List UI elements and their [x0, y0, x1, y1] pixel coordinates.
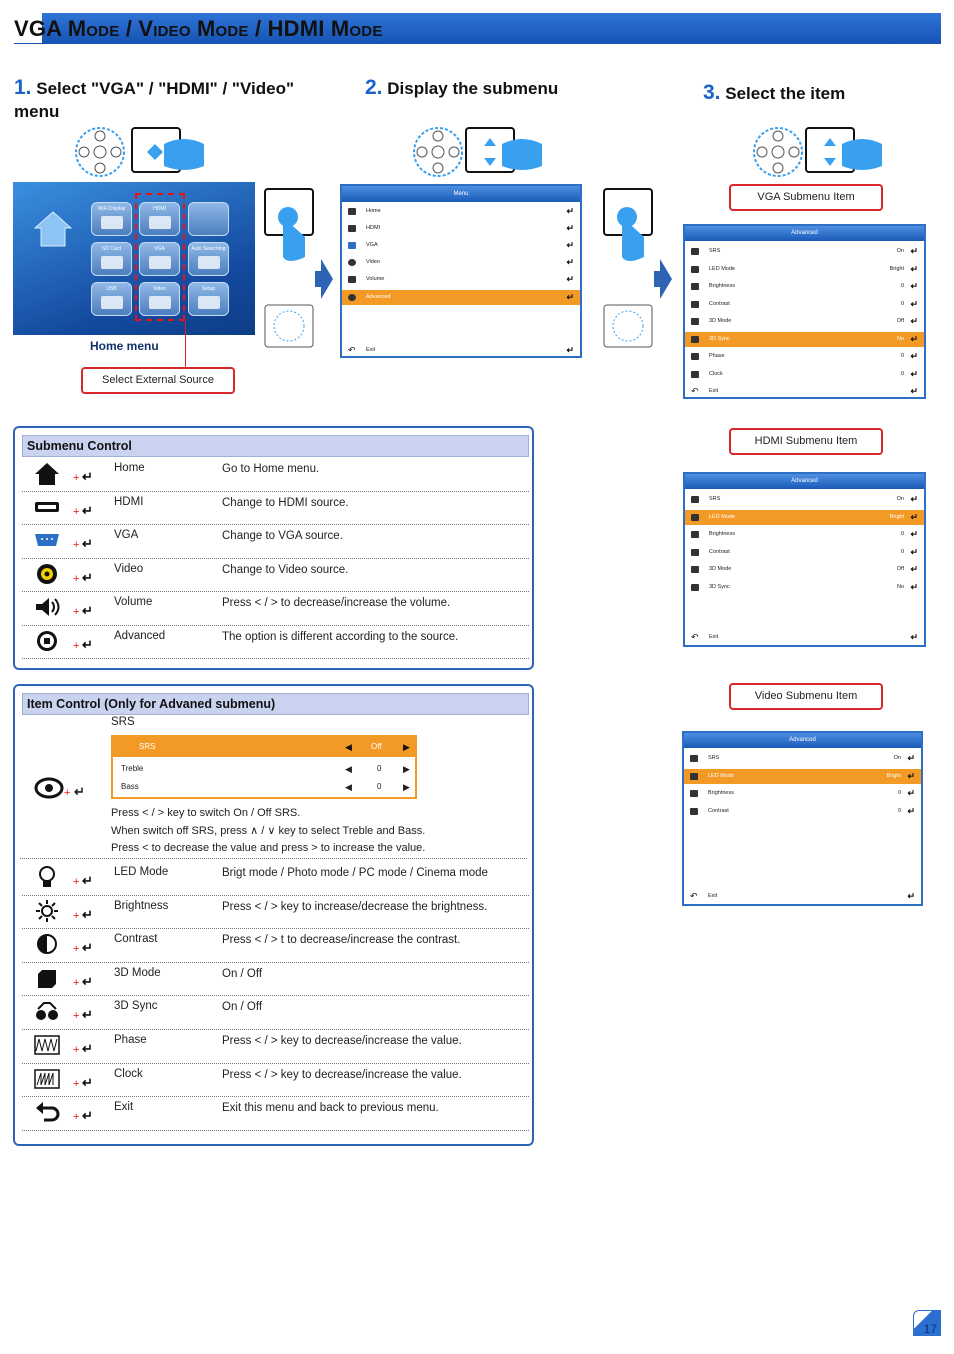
tile-label: Setup [201, 286, 216, 292]
enter-icon: ↵ [566, 257, 574, 267]
tile-label: HDMI [153, 206, 166, 212]
plus-sign: + [73, 909, 80, 922]
srs-row-label: SRS [139, 742, 156, 751]
step-3-number: 3. [703, 81, 721, 104]
wifi-display-icon [101, 216, 123, 229]
brightness-icon [691, 531, 699, 538]
submenu-row-brightness[interactable] [685, 279, 924, 294]
control-row-3d-sync [22, 996, 529, 1030]
plus-sign: + [73, 505, 80, 518]
control-name: Phase [114, 1034, 147, 1046]
submenu-control-panel [13, 426, 534, 670]
enter-icon: ↵ [910, 386, 918, 396]
control-row-advanced [22, 626, 529, 660]
right-arrow-icon: ▶ [403, 742, 410, 752]
submenu-row-led-mode[interactable] [685, 510, 924, 525]
enter-icon: ↵ [907, 891, 915, 901]
menu-item-label: Advanced [366, 294, 391, 300]
video-icon [348, 259, 356, 266]
submenu-title: Advanced [684, 733, 921, 748]
submenu-row-label: LED Mode [708, 772, 734, 779]
plus-sign: + [73, 876, 80, 888]
hdmi-icon [348, 225, 356, 232]
enter-icon: ↵ [82, 1108, 93, 1124]
submenu-row-value: No [896, 335, 904, 342]
treble-example-row [113, 759, 415, 779]
enter-icon: ↵ [566, 240, 574, 250]
control-description: Press < / > to decrease/increase the volume. [222, 597, 451, 609]
selection-highlight [135, 193, 185, 321]
control-description: Press < / > key to increase/decrease the brightness. [222, 900, 488, 913]
enter-icon: ↵ [82, 1041, 93, 1056]
control-name: Exit [114, 1101, 134, 1114]
enter-icon: ↵ [907, 805, 915, 816]
exit-icon: ↶ [691, 386, 699, 396]
treble-label: Treble [121, 764, 144, 773]
enter-icon: ↵ [910, 511, 918, 522]
control-name: Video [114, 562, 144, 575]
brightness-icon [690, 790, 698, 797]
enter-icon: ↵ [907, 788, 915, 798]
submenu-row-contrast[interactable] [685, 545, 924, 560]
tile-label: VGA [154, 246, 165, 252]
submenu-row-3d-mode[interactable] [685, 562, 924, 577]
plus-sign: + [73, 539, 80, 551]
enter-icon: ↵ [82, 973, 93, 989]
wrench-icon [198, 296, 220, 309]
step-2 [365, 76, 558, 100]
right-arrow-icon: ▶ [403, 764, 410, 774]
3d-sync-icon [691, 584, 699, 591]
step-3 [703, 81, 845, 105]
srs-divider [20, 858, 527, 859]
control-name: 3D Mode [114, 966, 161, 979]
enter-icon: ↵ [82, 603, 93, 618]
led-bulb-icon [34, 865, 60, 889]
phase-icon [691, 353, 699, 360]
srs-instruction-line: Press < / > key to switch On / Off SRS. [111, 807, 301, 819]
step-1-number: 1. [14, 76, 32, 99]
tile-label: SD Card [101, 246, 122, 252]
menu-item-video[interactable] [342, 255, 580, 270]
brightness-icon [34, 899, 60, 923]
exit-icon [34, 1100, 60, 1124]
enter-icon: ↵ [910, 316, 918, 326]
contrast-icon [34, 932, 60, 956]
tile-wifi-display[interactable] [91, 202, 132, 236]
control-description: Go to Home menu. [222, 463, 320, 475]
plus-sign: + [73, 1010, 80, 1023]
tile-setup[interactable] [188, 282, 229, 316]
submenu-row-label: Clock [709, 370, 723, 377]
control-description: Exit this menu and back to previous menu. [222, 1102, 439, 1115]
step-2-label: Display the submenu [387, 79, 559, 98]
enter-icon: ↵ [910, 333, 918, 344]
enter-icon: ↵ [910, 529, 918, 539]
enter-icon: ↵ [910, 632, 918, 642]
cube-icon [34, 966, 60, 990]
control-row-led-mode [22, 862, 529, 896]
submenu-row-label: 3D Mode [709, 318, 732, 324]
submenu-row-brightness[interactable] [685, 527, 924, 542]
enter-icon: ↵ [82, 636, 93, 652]
submenu-row-value: On [893, 755, 901, 761]
submenu-row-label: Phase [709, 353, 725, 359]
usb-icon [101, 296, 123, 309]
volume-icon [348, 276, 356, 283]
submenu-title: Advanced [685, 226, 924, 241]
control-name: LED Mode [114, 866, 169, 878]
3d-mode-icon [691, 566, 699, 573]
phase-icon [34, 1033, 60, 1057]
remote-dpad-touch-icon [72, 124, 217, 180]
menu-item-home[interactable] [342, 204, 580, 219]
item-control-title: Item Control (Only for Advaned submenu) [22, 693, 529, 715]
enter-icon: ↵ [910, 494, 918, 504]
step-3-label: Select the item [725, 84, 846, 103]
plus-sign: + [73, 639, 80, 652]
remote-dpad-select-icon [750, 124, 895, 180]
contrast-icon [690, 808, 698, 815]
submenu-row-label: Brightness [709, 531, 735, 537]
control-name: Brightness [114, 899, 169, 912]
submenu-row-label: SRS [709, 248, 721, 254]
enter-icon: ↵ [566, 292, 574, 302]
enter-icon: ↵ [910, 581, 918, 592]
srs-icon [691, 496, 699, 503]
control-name: Advanced [114, 629, 166, 642]
submenu-row-value: Off [896, 318, 904, 324]
hdmi-icon [34, 495, 60, 519]
control-description: Change to VGA source. [222, 530, 343, 542]
control-description: On / Off [222, 967, 263, 980]
submenu-row-contrast[interactable] [684, 804, 921, 819]
control-description: Press < / > key to decrease/increase the value. [222, 1035, 462, 1047]
plus-sign: + [64, 787, 71, 799]
submenu-row-label: Exit [709, 388, 719, 394]
menu-item-label: Home [366, 208, 381, 214]
submenu-row-label: 3D Sync [709, 583, 730, 590]
enter-icon: ↵ [82, 469, 93, 484]
left-arrow-icon: ◀ [345, 782, 352, 792]
submenu-row-value: No [896, 583, 904, 590]
page-number: 17 [913, 1310, 941, 1336]
treble-value: 0 [377, 764, 382, 773]
step-1 [14, 76, 314, 123]
plus-sign: + [73, 1044, 80, 1056]
submenu-row-label: Contrast [708, 807, 729, 814]
control-row-brightness [22, 896, 529, 930]
plus-sign: + [73, 572, 80, 585]
vga-submenu-callout: VGA Submenu Item [729, 184, 883, 211]
srs-row-value: Off [371, 742, 382, 751]
step-1-label: Select "VGA" / "HDMI" / "Video" menu [14, 79, 295, 121]
plus-sign: + [73, 1111, 80, 1124]
control-description: On / Off [222, 1001, 263, 1014]
enter-icon: ↵ [910, 368, 918, 379]
enter-icon: ↵ [910, 281, 918, 291]
submenu-row-value: 0 [897, 790, 901, 796]
menu-title: Menu [342, 186, 580, 202]
enter-icon: ↵ [566, 345, 574, 355]
tile-usb[interactable] [91, 282, 132, 316]
enter-icon: ↵ [566, 274, 574, 284]
enter-icon: ↵ [910, 546, 918, 557]
submenu-row-srs[interactable] [685, 492, 924, 507]
vga-icon [348, 242, 356, 249]
sd-card-icon [101, 256, 123, 269]
enter-icon: ↵ [82, 536, 93, 551]
home-icon [33, 208, 73, 248]
enter-icon: ↵ [566, 223, 574, 233]
control-description: The option is different according to the source. [222, 630, 459, 643]
submenu-row-label: Brightness [708, 790, 734, 796]
exit-icon: ↶ [348, 345, 356, 355]
exit-icon: ↶ [691, 632, 699, 642]
srs-icon [690, 755, 698, 762]
contrast-icon [691, 301, 699, 308]
home-menu-screen [13, 182, 255, 335]
glasses-icon [34, 999, 60, 1023]
exit-icon: ↶ [690, 891, 698, 901]
tile-label: Auto Searching [191, 246, 226, 252]
callout-line [185, 321, 186, 368]
plus-sign: + [73, 472, 80, 484]
search-icon [198, 256, 220, 269]
submenu-exit-label: Exit [708, 893, 718, 899]
submenu-row-value: 0 [900, 353, 904, 359]
tile-sd-card[interactable] [91, 242, 132, 276]
submenu-row-led-mode[interactable] [684, 769, 921, 784]
enter-icon: ↵ [910, 351, 918, 361]
menu-item-label: HDMI [366, 225, 381, 231]
led-mode-icon [691, 266, 699, 273]
plus-sign: + [73, 1077, 80, 1090]
submenu-row-srs[interactable] [685, 244, 924, 259]
submenu-row-3d-mode[interactable] [685, 314, 924, 329]
menu-item-exit[interactable] [342, 343, 580, 358]
3d-sync-icon [691, 336, 699, 343]
submenu-row-exit[interactable] [685, 384, 924, 399]
submenu-row-label: LED Mode [709, 513, 735, 520]
enter-icon: ↵ [82, 940, 93, 956]
plus-sign: + [73, 606, 80, 618]
menu-item-advanced[interactable] [342, 290, 580, 305]
enter-icon: ↵ [566, 206, 574, 216]
home-menu-label: Home menu [90, 339, 159, 353]
control-name: Home [114, 462, 145, 474]
led-mode-icon [690, 773, 698, 780]
control-row-volume [22, 592, 529, 626]
submenu-row-contrast[interactable] [685, 297, 924, 312]
submenu-row-value: Off [896, 566, 904, 572]
submenu-row-value: On [896, 496, 904, 502]
control-row-home [22, 458, 529, 492]
submenu-exit-label: Exit [709, 634, 719, 640]
control-row-3d-mode [22, 963, 529, 997]
submenu-row-label: 3D Sync [709, 335, 730, 342]
enter-icon: ↵ [82, 1074, 93, 1090]
control-description: Brigt mode / Photo mode / PC mode / Cinema mode [222, 867, 488, 879]
bass-label: Bass [121, 782, 139, 791]
srs-example-row [113, 737, 415, 757]
touch-enter-icon-2 [602, 187, 672, 350]
enter-icon: ↵ [910, 564, 918, 574]
brightness-icon [691, 283, 699, 290]
submenu-row-srs[interactable] [684, 751, 921, 766]
enter-icon: ↵ [910, 246, 918, 256]
submenu-row-label: Brightness [709, 283, 735, 289]
control-name: Clock [114, 1067, 143, 1080]
plus-sign: + [73, 976, 80, 989]
advanced-icon [348, 294, 356, 301]
volume-icon [34, 595, 60, 619]
control-description: Press < / > key to decrease/increase the value. [222, 1068, 462, 1081]
control-row-clock [22, 1064, 529, 1098]
menu-item-vga[interactable] [342, 238, 580, 253]
touch-enter-icon [263, 187, 333, 350]
control-name: Contrast [114, 933, 158, 946]
menu-item-hdmi[interactable] [342, 221, 580, 236]
submenu-row-value: 0 [897, 807, 901, 814]
control-name: HDMI [114, 495, 144, 508]
srs-instructions [111, 805, 425, 858]
submenu-row-3d-sync[interactable] [685, 580, 924, 595]
bass-value: 0 [377, 782, 382, 791]
header-underline [14, 43, 44, 44]
menu-item-label: Exit [366, 347, 376, 353]
submenu-row-value: 0 [900, 531, 904, 537]
3d-mode-icon [691, 318, 699, 325]
home-icon [348, 208, 356, 215]
srs-icon [34, 775, 64, 801]
submenu-row-label: LED Mode [709, 265, 735, 272]
submenu-row-value: 0 [900, 283, 904, 289]
submenu-control-title: Submenu Control [22, 435, 529, 457]
control-description: Press < / > t to decrease/increase the contrast. [222, 934, 461, 947]
page-title: VGA Mode / Video Mode / HDMI Mode [14, 16, 383, 41]
control-description: Change to HDMI source. [222, 496, 349, 509]
submenu-row-label: SRS [709, 496, 721, 502]
tile-label: USB [106, 286, 117, 292]
clock-wave-icon [34, 1067, 60, 1091]
menu-screen [340, 184, 582, 358]
contrast-icon [691, 549, 699, 556]
tile-empty [188, 202, 229, 236]
step-2-number: 2. [365, 76, 383, 99]
srs-example-box [111, 735, 417, 799]
submenu-row-value: Bright [886, 772, 901, 779]
enter-icon: ↵ [82, 906, 93, 922]
submenu-row-label: Contrast [709, 300, 730, 307]
submenu-row-clock[interactable] [685, 367, 924, 382]
srs-icon [691, 248, 699, 255]
control-row-phase [22, 1030, 529, 1064]
vga-submenu-screen [683, 224, 926, 399]
menu-item-label: VGA [366, 242, 378, 248]
control-row-vga [22, 525, 529, 559]
advanced-icon [34, 629, 60, 653]
menu-item-label: Video [366, 259, 380, 265]
submenu-row-phase[interactable] [685, 349, 924, 364]
hdmi-submenu-callout: HDMI Submenu Item [729, 428, 883, 455]
enter-icon: ↵ [82, 873, 93, 888]
tile-label: Video [153, 286, 166, 292]
home-icon [34, 461, 60, 485]
submenu-row-3d-sync[interactable] [685, 332, 924, 347]
tile-label: WiFi Display [97, 206, 126, 212]
enter-icon: ↵ [82, 502, 93, 518]
control-name: 3D Sync [114, 1000, 158, 1013]
bass-example-row [113, 777, 415, 797]
submenu-row-value: Bright [889, 265, 904, 272]
video-submenu-screen [682, 731, 923, 906]
submenu-row-label: Contrast [709, 548, 730, 555]
srs-name: SRS [111, 716, 135, 728]
led-mode-icon [691, 514, 699, 521]
submenu-exit[interactable] [685, 630, 924, 645]
tile-auto-searching[interactable] [188, 242, 229, 276]
control-row-exit [22, 1097, 529, 1131]
hdmi-submenu-screen [683, 472, 926, 647]
vga-icon [34, 528, 60, 552]
submenu-row-value: 0 [900, 300, 904, 307]
enter-icon: ↵ [82, 569, 93, 585]
control-description: Change to Video source. [222, 563, 349, 576]
control-row-hdmi [22, 492, 529, 526]
menu-item-label: Volume [366, 276, 385, 282]
srs-instruction-line: Press < to decrease the value and press > to increase the value. [111, 842, 426, 854]
submenu-row-label: SRS [708, 755, 720, 761]
remote-dpad-updown-icon [410, 124, 555, 180]
control-name: VGA [114, 529, 139, 541]
control-row-video [22, 559, 529, 593]
submenu-title: Advanced [685, 474, 924, 489]
control-name: Volume [114, 596, 153, 608]
submenu-row-value: 0 [900, 548, 904, 555]
clock-icon [691, 371, 699, 378]
left-arrow-icon: ◀ [345, 764, 352, 774]
srs-instruction-line: When switch off SRS, press ∧ / ∨ key to select Treble and Bass. [111, 824, 426, 837]
control-row-contrast [22, 929, 529, 963]
submenu-row-led-mode[interactable] [685, 262, 924, 277]
submenu-row-value: Bright [889, 513, 904, 520]
enter-icon: ↵ [82, 1007, 93, 1023]
enter-icon: ↵ [74, 784, 85, 799]
video-icon [34, 562, 60, 586]
submenu-row-value: On [896, 248, 904, 254]
menu-item-volume[interactable] [342, 272, 580, 287]
select-external-source-callout: Select External Source [81, 367, 235, 394]
plus-sign: + [73, 943, 80, 956]
submenu-row-brightness[interactable] [684, 786, 921, 801]
enter-icon: ↵ [907, 770, 915, 781]
submenu-row-label: 3D Mode [709, 566, 732, 572]
enter-icon: ↵ [910, 263, 918, 274]
right-arrow-icon: ▶ [403, 782, 410, 792]
enter-icon: ↵ [910, 298, 918, 309]
left-arrow-icon: ◀ [345, 742, 352, 752]
submenu-exit[interactable] [684, 889, 921, 904]
submenu-row-value: 0 [900, 370, 904, 377]
video-submenu-callout: Video Submenu Item [729, 683, 883, 710]
enter-icon: ↵ [907, 753, 915, 763]
